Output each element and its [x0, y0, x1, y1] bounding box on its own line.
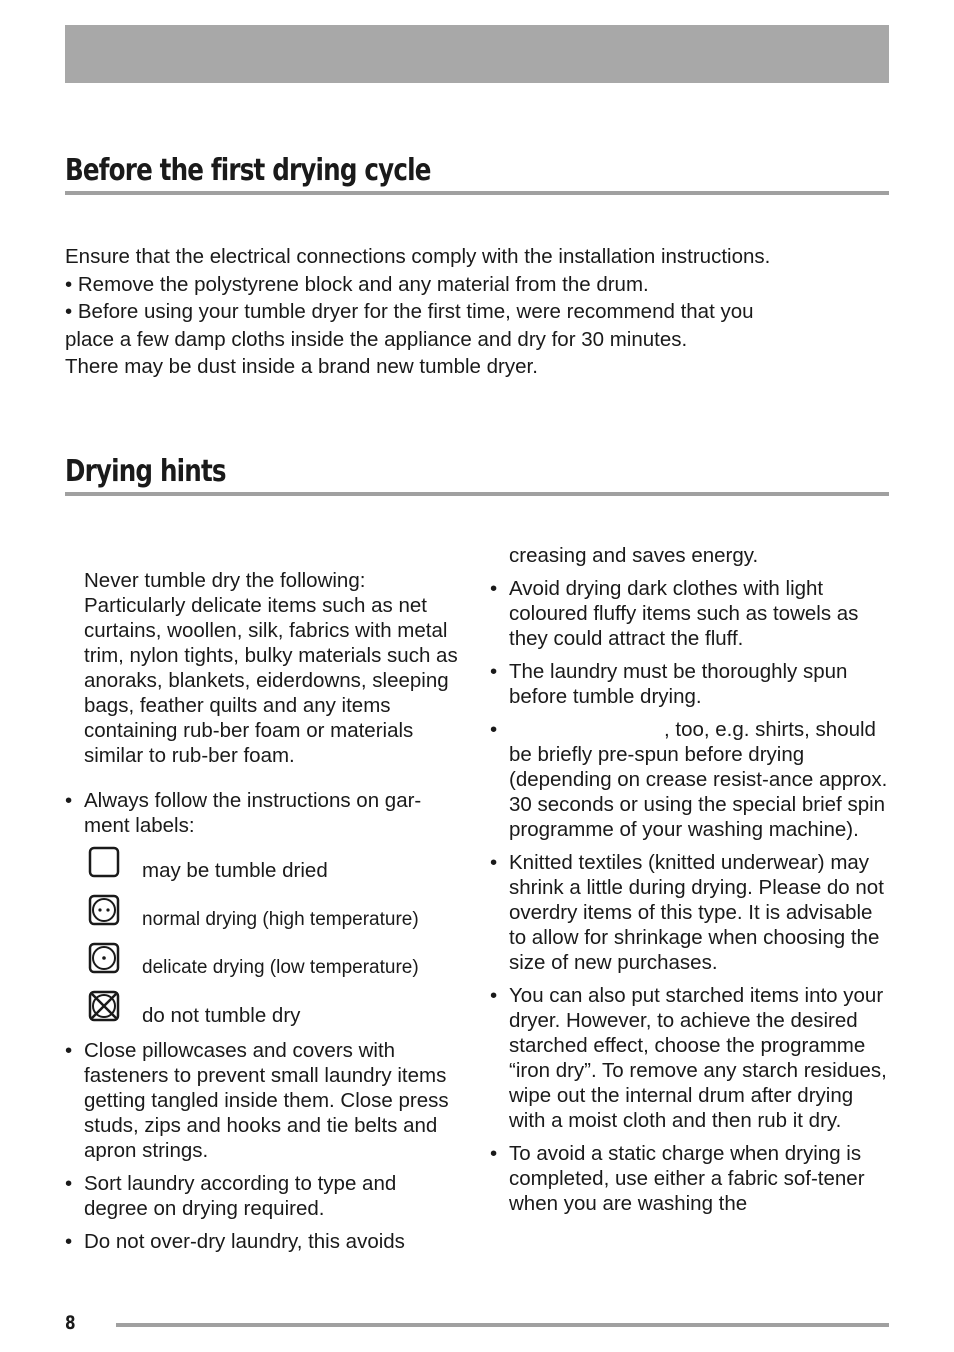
symbol-label: normal drying (high temperature) — [142, 909, 419, 930]
hint-bullet — [490, 717, 890, 842]
tumble-dry-high-icon — [88, 894, 120, 926]
continuation-text: creasing and saves energy. — [509, 544, 759, 567]
page-number: 8 — [65, 1312, 76, 1334]
intro-line: Ensure that the electrical connections comply with the installation instructions. — [65, 245, 771, 268]
section-title-drying-hints: Drying hints — [65, 454, 889, 496]
footer-rule — [116, 1323, 889, 1327]
never-dry-paragraph: Never tumble dry the following: Particularly delicate items such as net curtains, woollen, silk, fabrics with metal trim, nylon tights, bulky materials such as anoraks, blankets, eiderdowns, sleeping bags, feather quilts and any items containing rub-ber foam or materials similar to rub-ber foam. — [84, 569, 458, 767]
intro-line: There may be dust inside a brand new tumble dryer. — [65, 355, 538, 378]
hints-left-column — [65, 568, 465, 1254]
hint-bullet-text: , too, e.g. shirts, should be briefly pre-spun before drying (depending on crease resist-ance approx. 30 seconds or using the special brief spin programme of your washing machine). — [509, 718, 888, 841]
first-cycle-text — [65, 243, 895, 381]
symbol-label: may be tumble dried — [142, 859, 328, 882]
hints-right-column — [490, 543, 890, 1216]
symbol-label: delicate drying (low temperature) — [142, 957, 419, 978]
hint-bullet: • Do not over-dry laundry, this avoids — [65, 1229, 465, 1254]
hint-bullet: • Knitted textiles (knitted underwear) may shrink a little during drying. Please do not overdry items of this type. It is advisable to allow for shrinkage when choosing the size of new purchases. — [490, 850, 890, 975]
section-title-first-cycle: Before the first drying cycle — [65, 153, 889, 195]
hint-bullet: • To avoid a static charge when drying is completed, use either a fabric sof-tener when you are washing the — [490, 1141, 890, 1216]
intro-line: • Before using your tumble dryer for the first time, were recommend that you — [65, 300, 754, 323]
intro-line: • Remove the polystyrene block and any material from the drum. — [65, 272, 649, 296]
hint-bullet: • The laundry must be thoroughly spun before tumble drying. — [490, 659, 890, 709]
hint-bullet: • Always follow the instructions on gar-ment labels: — [65, 788, 465, 838]
do-not-tumble-dry-icon — [88, 990, 120, 1022]
care-symbol-list — [65, 846, 465, 1036]
intro-line: place a few damp cloths inside the appliance and dry for 30 minutes. — [65, 327, 688, 351]
hint-bullet: • Avoid drying dark clothes with light coloured fluffy items such as towels as they could attract the fluff. — [490, 576, 890, 651]
symbol-label: do not tumble dry — [142, 1004, 301, 1027]
hint-bullet: • You can also put starched items into your dryer. However, to achieve the desired starched effect, choose the programme “iron dry”. To remove any starch residues, wipe out the internal drum after drying with a moist cloth and then rub it dry. — [490, 983, 890, 1133]
header-bar — [65, 25, 889, 83]
hint-bullet: • Sort laundry according to type and degree on drying required. — [65, 1171, 465, 1221]
square-icon — [88, 846, 120, 878]
tumble-dry-low-icon — [88, 942, 120, 974]
hint-bullet: • Close pillowcases and covers with fasteners to prevent small laundry items getting tangled inside them. Close press studs, zips and hooks and tie belts and apron strings. — [65, 1038, 465, 1163]
